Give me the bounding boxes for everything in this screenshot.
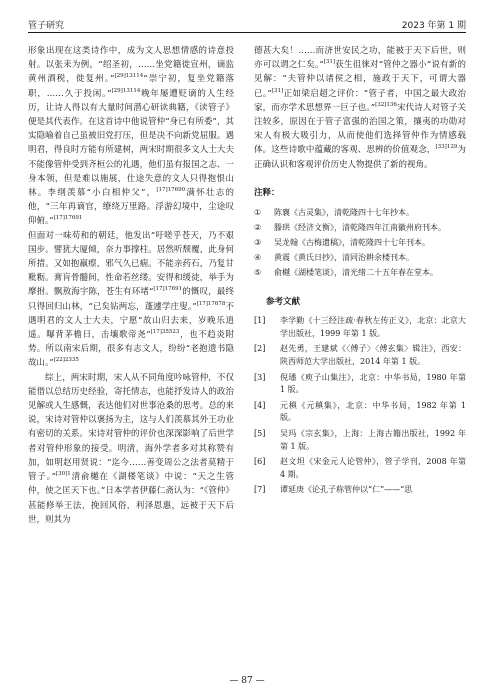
note-item xyxy=(254,236,466,249)
reference-number: [4] xyxy=(254,400,266,410)
citation-superscript: [30]1 xyxy=(56,471,71,478)
citation-superscript: [17]17691 xyxy=(53,215,83,222)
reference-item xyxy=(254,372,466,397)
reference-item xyxy=(254,456,466,481)
note-text: 滕珙《经济文衡》，清乾隆四年江南徽州府刊本。 xyxy=(274,223,446,233)
citation-superscript: [31] xyxy=(323,59,336,66)
note-item xyxy=(254,221,466,234)
paragraph-text: 综上，两宋时期，宋人从不同角度吟咏管仲，不仅能借以总结历史经验，寄托情志，也能抒发诗人的政治见解或人生感慨，表达他们对世事沧桑的思考。总的来说，宋诗对管仲以褒扬为主，这与人们羡慕其外王功业有密切的关系。宋诗对管仲的评价也深深影响了后世学者对管仲形象的接受。明清，海外学者多对其称赞有加，如明赵用贤说：“迄今……善变周公之法者莫精于管子。” xyxy=(28,372,234,483)
note-text: 吴龙翰《古梅遗稿》，清乾隆四十七年刊本。 xyxy=(274,238,430,248)
paragraph-text: 清俞樾在《湖楼笔谈》中说：“天之生管仲，使之匡天下也。”日本学者伊藤仁斋认为：“《管仲》甚能修举王法，挽回风俗，利泽恩惠，远被于天下后世，则其为 xyxy=(28,472,234,525)
reference-text: 李学勤《十三经注疏·春秋左传正义》，北京：北京大学出版社，1999 年第 1 版。 xyxy=(280,316,466,338)
notes-list xyxy=(254,206,466,279)
reference-text: 赵先勇，王建斌《〈傅子〉〈傅玄集〉辑注》，西安：陕西师范大学出版社，2014 年第 1 版。 xyxy=(280,344,466,367)
citation-superscript: [29]13114 xyxy=(114,73,144,80)
note-item xyxy=(254,266,466,279)
paragraph-text: 形象出现在这类诗作中，成为文人思想情感的诗意投射。以张耒为例，“绍圣初，……坐党籍徙宣州，谪监黄州酒税，徙复州。” xyxy=(28,46,234,85)
note-number: ④ xyxy=(254,253,262,263)
reference-item xyxy=(254,400,466,425)
issue-label: 2023 年第 1 期 xyxy=(401,21,466,31)
body-paragraph xyxy=(28,229,234,371)
reference-item xyxy=(254,343,466,368)
citation-superscript: [32]136 xyxy=(375,101,397,108)
paragraph-text: 晚年屡遭贬谪的人生经历，让诗人得以有大量时间潜心研读典籍，《读管子》便是其代表作。在这首诗中他说管仲“身已有所委”，其实隐喻着自己虽被旧党打压，但是决不向新党屈服。遇明君，得良时方能有所建树，两宋时期很多文人士大夫不能像管仲受到齐桓公的礼遇，他们虽有报国之志、一身本领，但是难以施展，仕途失意的文人只得抱恨山林。李纲羡慕“小白相仲父”， xyxy=(28,88,234,199)
reference-number: [2] xyxy=(254,344,266,354)
citation-superscript: [17]17690 xyxy=(156,187,186,194)
reference-number: [1] xyxy=(254,316,266,326)
body-paragraph xyxy=(254,44,466,172)
paragraph-text: 满怀壮志的他，“三年再谪官，缭绕万里路。浮游幻境中，尘途叹仰俯。” xyxy=(28,188,234,227)
reference-text: 倪璠《庾子山集注》，北京：中华书局，1980 年第 1 版。 xyxy=(280,372,466,395)
reference-number: [5] xyxy=(254,428,266,438)
note-item xyxy=(254,251,466,264)
reference-text: 谭延庚《论孔子称管仲以“仁”——“思 xyxy=(280,485,413,495)
reference-number: [7] xyxy=(254,485,266,495)
citation-superscript: [33]129 xyxy=(435,144,458,151)
citation-superscript: [17]17691 xyxy=(153,286,183,293)
citation-superscript: [17]35523 xyxy=(150,329,180,336)
note-item xyxy=(254,206,466,219)
citation-superscript: [22]2335 xyxy=(53,357,79,364)
note-text: 陈襄《古灵集》，清乾隆四十七年抄本。 xyxy=(274,208,414,218)
note-number: ③ xyxy=(254,238,262,248)
reference-text: 赵文坦《宋金元人论管仲》，管子学刊，2008 年第 4 期。 xyxy=(280,457,466,479)
paragraph-text: 但面对一味苟和的朝廷，他发出“吁嗟乎苍天，乃不艰国步。譬犹大厦倾，奈力事撑柱。居然听颓覆，此身何所措。又如抱羸瘵，邪气久已痼。不能亲药石，乃复甘粃粝。膏肓骨髓间，性命若丝缕。安得和缓徒，举手为摩拊。飘敖海宇陈，苍生有环堵” xyxy=(28,230,234,298)
citation-superscript: [17]17678 xyxy=(196,300,226,307)
body-paragraph xyxy=(28,44,234,229)
note-text: 黄震《黄氏日抄》，清同治耕余楼刊本。 xyxy=(274,253,414,263)
notes-title: 注释： xyxy=(254,187,280,198)
reference-item xyxy=(254,484,466,497)
note-number: ② xyxy=(254,223,262,233)
references-list xyxy=(254,315,466,497)
citation-superscript: [29]13114 xyxy=(111,87,141,94)
header-rule xyxy=(28,32,466,33)
paragraph-text: 不遇明君的文人士大夫，宁愿“故山归去来，岁晚乐逍遥。曝背茅檐日，击壤歌帝尧” xyxy=(28,301,234,341)
page-number: — 87 — xyxy=(229,676,265,686)
paragraph-text: 为正确认识和客观评价历史人物提供了新的视角。 xyxy=(254,145,466,170)
paragraph-text: 的慨叹，最终只得回归山林，“已矣钻两忘，蓬遽学庄叟。” xyxy=(28,287,234,312)
note-number: ⑤ xyxy=(254,268,262,278)
paragraph-text: 德甚大矣！……而济世安民之功，能被于天下后世，则亦可以谓之仁矣。” xyxy=(254,46,466,71)
running-header xyxy=(28,14,466,32)
body-paragraph xyxy=(28,371,234,527)
note-text: 俞樾《湖楼笔谈》，清光绪二十五年春在堂本。 xyxy=(274,268,438,278)
right-column xyxy=(254,44,466,500)
reference-item xyxy=(254,428,466,453)
paragraph-text: “崇宁初，复坐党籍落职，……久于投闲。” xyxy=(28,74,234,99)
reference-text: 吴玛《宗玄集》，上海：上海古籍出版社，1992 年第 1 版。 xyxy=(280,428,466,451)
paragraph-text: ，也不趋炎附势。所以南宋后期，很多有志文人，纷纷“老抱遗书隐故山。” xyxy=(28,330,234,369)
paragraph-text: 获生徂徕对“管仲之器小”说有新的见解：“夫管仲以诸侯之相，施政于天下，可谓大器已。” xyxy=(254,60,466,99)
paragraph-text: 正如梁启超之评价：“管子者，中国之最大政治家，而亦学术思想界一巨子也。” xyxy=(254,88,466,113)
left-column xyxy=(28,44,234,527)
reference-number: [3] xyxy=(254,372,266,382)
reference-item xyxy=(254,315,466,340)
citation-superscript: [31] xyxy=(271,87,284,94)
paragraph-text: 宋代诗人对管子关注较多，原因在于管子富强的治国之策，攘夷的功勋对宋人有极大吸引力，从而使他们选择管仲作为情感载体。这些诗歌中蕴藏的客观、思辨的价值观念， xyxy=(254,102,466,156)
reference-text: 元稹《元稹集》，北京：中华书局，1982 年第 1 版。 xyxy=(280,400,466,423)
note-number: ① xyxy=(254,208,262,218)
journal-name: 管子研究 xyxy=(28,21,65,31)
reference-number: [6] xyxy=(254,457,266,467)
references-title: 参考文献 xyxy=(266,297,301,308)
